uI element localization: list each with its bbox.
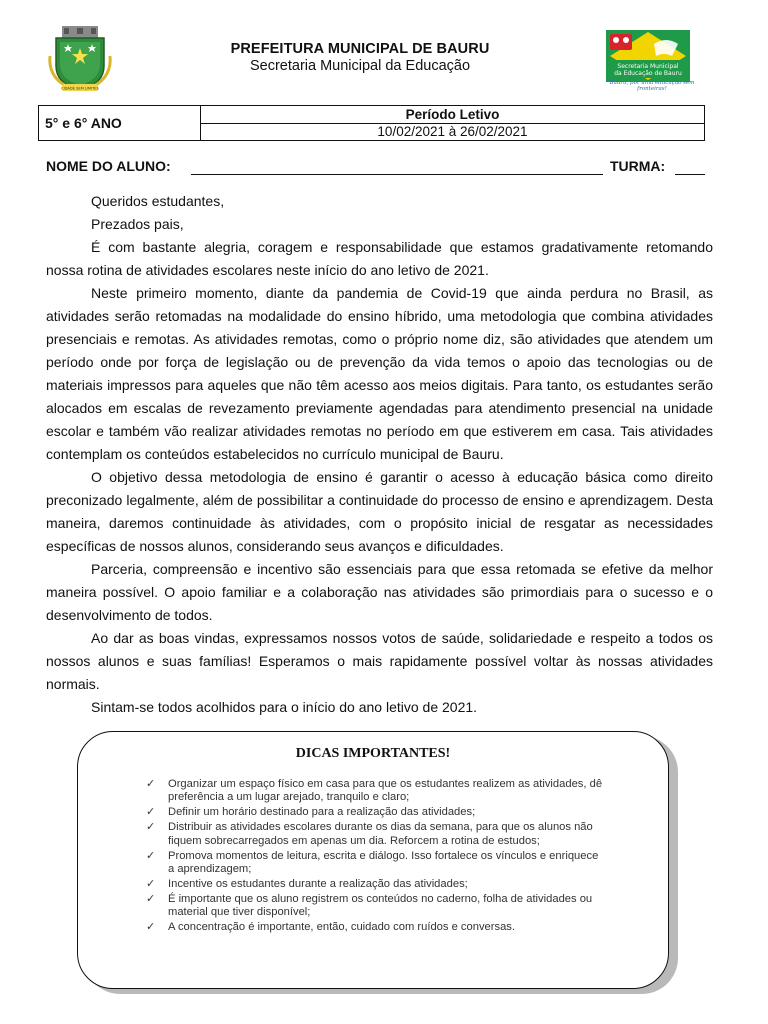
check-icon: ✓ [146,921,156,934]
student-name-label: NOME DO ALUNO: [46,158,171,174]
tip-text: Definir um horário destinado para a realização das atividades; [168,806,476,819]
logo-line-2: da Educação de Bauru [614,70,682,77]
tip-text: Promova momentos de leitura, escrita e diálogo. Isso fortalece os vínculos e enriquece a aprendizagem; [168,849,599,875]
class-label: TURMA: [610,158,666,174]
grade-cell: 5° e 6° ANO [39,106,201,140]
tip-item [146,821,606,848]
tips-list [146,778,606,936]
check-icon: ✓ [146,821,156,834]
letter-paragraph: O objetivo dessa metodologia de ensino é garantir o acesso à educação básica como direito preconizado legalmente, além de possibilitar a continuidade do processo de ensino e aprendizagem. Desta maneira, daremos continuidade às atividades, com o propósito inicial de resgatar as necessidades específicas de nossos alunos, considerando seus avanços e dificuldades. [46,469,713,554]
crest-banner-text: CIDADE SEM LIMITES [61,86,99,91]
tip-item [146,921,606,934]
check-icon: ✓ [146,877,156,890]
tip-item [146,850,606,877]
tip-item [146,806,606,819]
tip-item [146,893,606,920]
logo-tagline: Bauru, por uma educação sem fronteiras! [609,80,695,92]
tip-text: Distribuir as atividades escolares durante os dias da semana, para que os alunos não fiquem sobrecarregados em apenas um dia. Reforcem a rotina de estudos; [168,821,593,847]
letter-paragraph: Neste primeiro momento, diante da pandemia de Covid-19 que ainda perdura no Brasil, as atividades serão retomadas na modalidade do ensino híbrido, uma metodologia que combina atividades presenciais e remotas. As atividades remotas, como o próprio nome diz, são atividades que atendem um período onde por força de legislação ou de prevenção da vida temos o apoio das tecnologias ou de materiais impressos para aqueles que não têm acesso aos meios digitais. Para tanto, os estudantes serão alocados em escalas de revezamento previamente agendadas para atendimento presencial na unidade escolar e também vão realizar atividades remotas no período em que estiverem em casa. Tais atividades contemplam os conteúdos estabelecidos no currículo municipal de Bauru. [46,285,713,462]
letter-paragraph: É com bastante alegria, coragem e responsabilidade que estamos gradativamente retomando nossa rotina de atividades escolares neste início do ano letivo de 2021. [46,239,713,278]
period-dates: 10/02/2021 à 26/02/2021 [377,124,528,139]
tip-text: É importante que os aluno registrem os conteúdos no caderno, folha de atividades ou material que tiver disponível; [168,892,593,919]
letter-paragraph: Sintam-se todos acolhidos para o início do ano letivo de 2021. [91,699,478,715]
letter-body [46,190,713,719]
check-icon: ✓ [146,849,156,862]
period-table [38,105,705,141]
tip-text: Organizar um espaço físico em casa para que os estudantes realizem as atividades, dê preferência a um lugar arejado, tranquilo e claro; [168,778,603,804]
page-subtitle: Secretaria Municipal da Educação [249,58,471,74]
logo-line-1: Secretaria Municipal [617,63,679,70]
tips-title: DICAS IMPORTANTES! [295,746,451,761]
class-field[interactable] [675,174,705,175]
student-name-field[interactable] [191,174,603,175]
check-icon: ✓ [146,806,156,819]
tip-text: Incentive os estudantes durante a realização das atividades; [168,877,468,890]
tips-box [77,731,669,989]
page-title: PREFEITURA MUNICIPAL DE BAURU [230,41,490,57]
tip-text: A concentração é importante, então, cuidado com ruídos e conversas. [168,921,516,934]
letter-paragraph: Prezados pais, [91,216,184,232]
check-icon: ✓ [146,892,156,905]
tip-item [146,778,606,805]
tip-item [146,878,606,891]
letter-paragraph: Parceria, compreensão e incentivo são essenciais para que essa retomada se efetive da melhor maneira possível. O apoio familiar e a colaboração nas atividades são primordiais para o sucesso e o desenvolvimento de todos. [46,561,713,623]
bauru-crest-logo [46,26,114,94]
letter-paragraph: Queridos estudantes, [91,193,225,209]
period-heading: Período Letivo [201,106,704,124]
check-icon: ✓ [146,778,156,790]
letter-paragraph: Ao dar as boas vindas, expressamos nossos votos de saúde, solidariedade e respeito a todos os nossos alunos e suas famílias! Esperamos o mais rapidamente possível voltar às nossas atividades normais. [46,630,713,692]
